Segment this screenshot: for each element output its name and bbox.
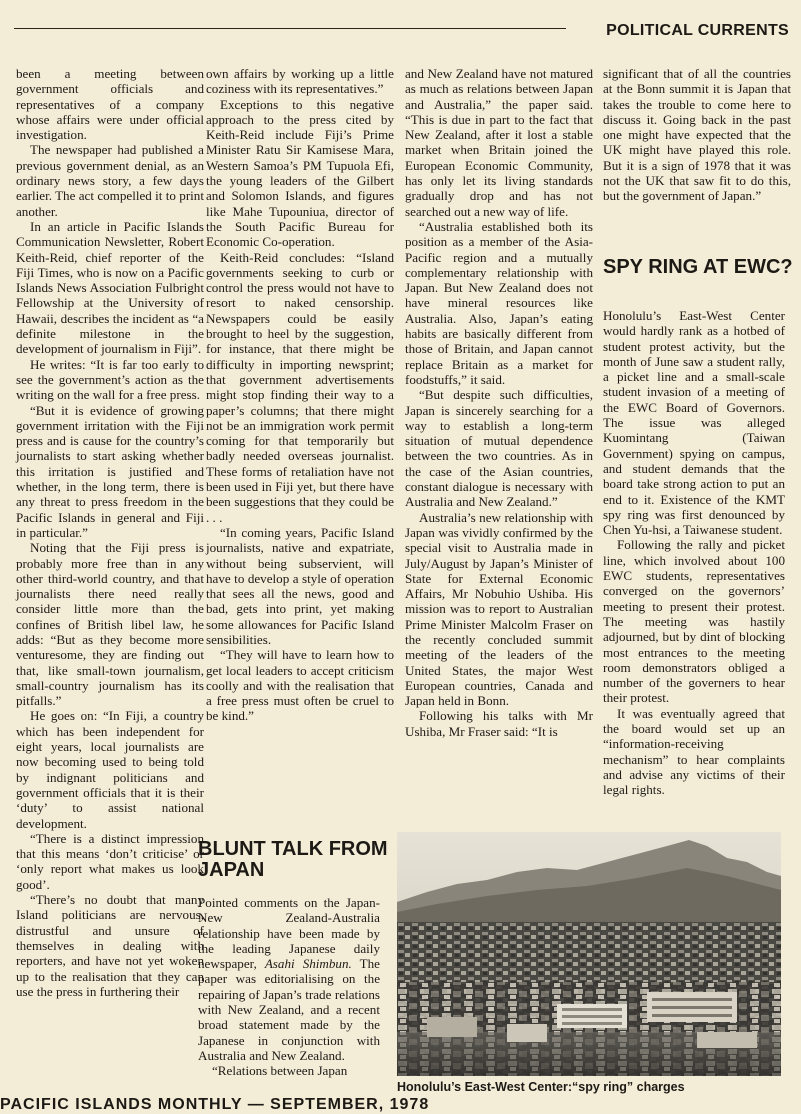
paragraph: Australia’s new relationship with Japan was vividly confirmed by the special visit to Australia made in July/August by Japan’s Minister of State for External Economic Affairs, Mr Nobuhio Ushiba. His mission was to report to Australian Prime Minister Malcolm Fraser on the recently concluded summit meeting of the leaders of the United States, the major West European countries, Canada and Japan held in Bonn. [405, 509, 593, 709]
paragraph: “Relations between Japan [212, 1063, 348, 1079]
paragraph: “There is a distinct impression that this means ‘don’t criticise’ or ‘only report what makes us look good’. [16, 830, 204, 892]
footer-publication-line: PACIFIC ISLANDS MONTHLY — SEPTEMBER, 1978 [0, 1096, 430, 1113]
paragraph: Following his talks with Mr Ushiba, Mr Fraser said: “It is [405, 708, 593, 739]
section-label: POLITICAL CURRENTS [606, 22, 789, 39]
paragraph: “They will have to learn how to get local leaders to accept criticism coolly and with the realisation that a free press must often be cruel to be kind.” [206, 647, 394, 724]
column-3 [405, 66, 593, 739]
paragraph: The newspaper had published a previous government denial, as an ordinary news story, a few days earlier. The act compelled it to print another. [16, 142, 204, 219]
newspaper-name: Asahi Shimbun. [264, 956, 352, 972]
column-2 [206, 66, 394, 724]
paragraph: and New Zealand have not matured as much as relations between Japan and Australia,” the paper said. “This is due in part to the fact that New Zealand, after it lost a stable market when Britain joined the European Economic Community, has only let its living standards gradually drop and has not searched out a new way of life. [405, 66, 593, 219]
paragraph: “But it is evidence of growing government irritation with the Fiji press and is cause for the country’s journalists to start asking whether this irritation is justified and whether, in the long term, there is any threat to press freedom in the Pacific Islands in general and Fiji in particular.” [16, 402, 204, 540]
headline-blunt-talk: BLUNT TALK FROM JAPAN [198, 838, 388, 881]
paragraph: been a meeting between government officials and representatives of a company whose affairs were under official investigation. [16, 66, 204, 143]
paragraph: “Australia established both its position as a member of the Asia-Pacific region and a mutually complementary relationship with Japan. But New Zealand does not have mineral resources like Australia. Also, Japan’s eating habits are basically different from those of Britain, and Japan cannot replace Britain as a market for foodstuffs,” it said. [405, 218, 593, 387]
city-photo-illustration [397, 832, 781, 1076]
paragraph: significant that of all the countries at the Bonn summit it is Japan that takes the trouble to come here to discuss it. Going back in the past one might have expected that the UK might have played this role. But it is a sign of 1978 that it was not the UK that saw fit to do this, but the government of Japan.” [603, 66, 791, 204]
paragraph: He goes on: “In Fiji, a country which has been independent for eight years, local journalists are now becoming used to being told by indignant politicians and government officials that it is their ‘duty’ to assist national development. [16, 708, 204, 831]
paragraph: “In coming years, Pacific Island journalists, native and expatriate, without being subservient, will have to develop a style of operation that sees all the news, good and bad, gets into print, yet making some allowances for Pacific Island sensibilities. [206, 524, 394, 647]
paragraph: “But despite such difficulties, Japan is sincerely searching for a way to establish a long-term situation of mutual dependence between the two countries. As in the case of the Asian countries, constant dialogue is necessary with Australia and New Zealand.” [405, 387, 593, 510]
paragraph: He writes: “It is far too early to see the government’s action as the writing on the wall for a free press. [16, 356, 204, 403]
paragraph: “There’s no doubt that many Island politicians are nervous, distrustful and unsure of themselves in dealing with reporters, and have not yet woken up to the realisation that they can use the press in furthering their [16, 892, 204, 999]
column-4 [603, 66, 791, 204]
paragraph: Exceptions to this negative approach to the press cited by Keith-Reid include Fiji’s Prime Minister Ratu Sir Kamisese Mara, Western Samoa’s PM Tupuola Efi, the young leaders of the Gilbert and Solomon Islands, and figures like Mahe Tupouniua, director of the South Pacific Bureau for Economic Co-operation. [206, 96, 394, 250]
paragraph: Noting that the Fiji press is probably more free than in any other third-world country, and that journalists there need really consider little more than the confines of British libel law, he adds: “But as they become more venturesome, they are finding out that, like small-town journalism, small-country journalism has its pitfalls.” [16, 540, 204, 709]
column-1 [16, 66, 204, 999]
header-rule [14, 28, 566, 29]
photo-honolulu-east-west-center [397, 832, 781, 1076]
paragraph: It was eventually agreed that the board would set up an “information-receiving mechanism” to hear complaints and advise any victims of their legal rights. [603, 705, 785, 798]
paragraph: Honolulu’s East-West Center would hardly rank as a hotbed of student protest activity, but the month of June saw a student rally, a picket line and a small-scale student invasion of a meeting of the EWC Board of Governors. The issue was alleged Kuomintang (Taiwan Government) spying on campus, and student demands that the board take strong action to put an end to it. Existence of the KMT spy ring was first denounced by Chen Yu-hsi, a Taiwanese student. [603, 308, 785, 538]
article-spy-ring [603, 308, 785, 798]
paragraph: own affairs by working up a little coziness with its representatives.” [206, 66, 394, 97]
article-blunt-talk [198, 895, 380, 1079]
headline-spy-ring: SPY RING AT EWC? [603, 256, 793, 278]
paragraph: Keith-Reid concludes: “Island governments seeking to curb or control the press would not have to resort to naked censorship. Newspapers could be easily brought to heel by the suggestion, for instance, that there might be difficulty in importing newsprint; that government advertisements might stop finding their way to a paper’s columns; that there might not be an immigration work permit coming for that temporarily but badly needed overseas journalist. These forms of retaliation have not been used in Fiji yet, but there have been suggestions that they could be . . . [206, 249, 394, 525]
photo-caption: Honolulu’s East-West Center:“spy ring” charges [397, 1080, 685, 1094]
paragraph: Following the rally and picket line, which involved about 100 EWC students, representatives converged on the governors’ meeting to present their protest. The meeting was hastily adjourned, but by dint of blocking most entrances to the meeting room demonstrators obliged a number of the governers to hear their protest. [603, 537, 785, 706]
paragraph: In an article in Pacific Islands Communication Newsletter, Robert Keith-Reid, chief reporter of the Fiji Times, who is now on a Pacific Islands News Association Fulbright Fellowship at the University of Hawaii, describes the incident as “a definite milestone in the development of journalism in Fiji”. [16, 218, 204, 357]
paragraph: Pointed comments on the Japan-New Zealand-Australia relationship have been made by the leading Japanese daily newspaper, Asahi Shimbun. The paper was editorialising on the repairing of Japan’s trade relations with New Zealand, and a recent broad statement made by the Japanese in conjunction with Australia and New Zealand. [198, 895, 380, 1063]
